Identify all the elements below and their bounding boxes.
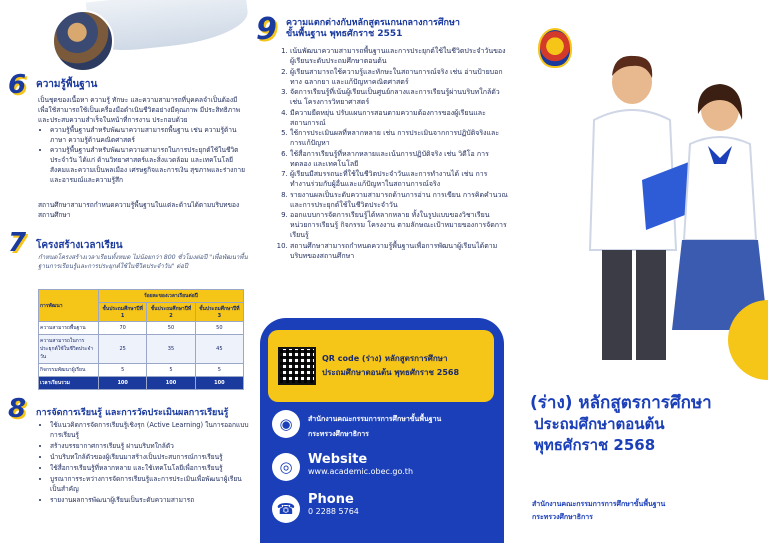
list-item: • ความรู้พื้นฐานสำหรับพัฒนาความสามารถพื้นฐาน เช่น ความรู้ด้านภาษา ความรู้ด้านคณิตศาสตร์ (50, 125, 250, 145)
time-structure-table (38, 289, 244, 390)
section-8-list (50, 420, 250, 505)
panel-middle (256, 0, 512, 543)
list-item: • สร้างบรรยากาศการเรียนรู้ ผ่านบริบทใกล้ตัว (50, 441, 250, 451)
cover-title-line1: (ร่าง) หลักสูตรการศึกษา (530, 393, 712, 413)
cover-title-line2: ประถมศึกษาตอนต้น (534, 415, 665, 433)
website-label: Website (308, 452, 368, 467)
boy-leg-left (602, 250, 632, 360)
cover-title-line3: พุทธศักราช 2568 (534, 436, 656, 454)
section-6-body (38, 95, 250, 185)
obec-logo (538, 28, 572, 68)
section-6-intro: เป็นชุดของเนื้อหา ความรู้ ทักษะ และความสามารถที่บุคคลจำเป็นต้องมี เพื่อใช้สามารถใช้เป็นเครื่องมือดำเนินชีวิตอย่างมีคุณภาพ มีประสิทธิภาพ และประสบความสำเร็จในหน้าที่การงาน ประกอบด้วย (38, 96, 241, 124)
cover-title (530, 392, 760, 456)
list-item: • ใช้สื่อการเรียนรู้ที่หลากหลาย และใช้เทคโนโลยีเพื่อการเรียนรู้ (50, 463, 250, 473)
contact-organization: สำนักงานคณะกรรมการการศึกษาขั้นพื้นฐาน กระทรวงศึกษาธิการ (308, 415, 442, 438)
table-group-header: ร้อยละของเวลาเรียนต่อปี (99, 290, 244, 303)
girl-shirt (684, 137, 756, 240)
section-8-number: 8 (8, 394, 27, 424)
location-pin-icon: ◉ (272, 410, 300, 438)
section-6-number: 6 (8, 70, 27, 100)
section-7-heading: โครงสร้างเวลาเรียน (36, 240, 123, 251)
section-6-list (50, 125, 250, 185)
section-9-heading: ความแตกต่างกับหลักสูตรแกนกลางการศึกษา ขั้นพื้นฐาน พุทธศักราช 2551 (286, 18, 460, 39)
list-item: 3. จัดการเรียนรู้ที่เน้นผู้เรียนเป็นศูนย์กลางและการเรียนรู้ผ่านบริบทใกล้ตัว เช่น โครงการวิทยาศาสตร์ (290, 87, 508, 107)
website-link[interactable]: www.academic.obec.go.th (308, 467, 414, 476)
phone-icon: ☎ (272, 495, 300, 523)
boy-leg-right (636, 250, 666, 360)
section-9-list (278, 46, 508, 261)
section-6-closing: สถานศึกษาสามารถกำหนดความรู้พื้นฐานในแต่ละด้านได้ตามบริบทของสถานศึกษา (38, 201, 240, 219)
table-sub-header: ชั้นประถมศึกษาปีที่ 1 (99, 303, 147, 322)
section-6-heading: ความรู้พื้นฐาน (36, 79, 98, 90)
table-sub-header: ชั้นประถมศึกษาปีที่ 3 (195, 303, 243, 322)
section-9-number: 9 (256, 12, 277, 47)
qr-code-image[interactable] (278, 347, 316, 385)
list-item: 7. ผู้เรียนมีสมรรถนะที่ใช้ในชีวิตประจำวันและการทำงานได้ เช่น การทำงานร่วมกับผู้อื่นและแก้ปัญหาในสถานการณ์จริง (290, 169, 508, 189)
contact-phone (308, 492, 359, 516)
table-row: ความสามารถพื้นฐาน 70 50 50 (39, 322, 244, 335)
phone-label: Phone (308, 492, 354, 507)
list-item: 6. ใช้สื่อการเรียนรู้ที่หลากหลายและเน้นการปฏิบัติจริง เช่น วิดีโอ การทดลอง และเทคโนโลยี (290, 149, 508, 169)
qr-caption: QR code (ร่าง) หลักสูตรการศึกษา ประถมศึกษาตอนต้น พุทธศักราช 2568 (322, 354, 460, 377)
list-item: 8. รายงานผลเป็นระดับความสามารถด้านการอ่าน การเขียน การคิดคำนวณ และการประยุกต์ใช้ในชีวิตประจำวัน (290, 190, 508, 210)
table-total-row: เวลาเรียนรวม 100 100 100 (39, 377, 244, 390)
list-item: 4. มีความยืดหยุ่น ปรับแผนการสอนตามความต้องการของผู้เรียนและสถานการณ์ (290, 108, 508, 128)
cover-organization: สำนักงานคณะกรรมการการศึกษาขั้นพื้นฐาน กระทรวงศึกษาธิการ (532, 500, 666, 521)
section-8-body (38, 420, 250, 506)
section-7-number: 7 (8, 228, 27, 258)
globe-icon: ◎ (272, 453, 300, 481)
list-item: • ความรู้พื้นฐานสำหรับพัฒนาความสามารถในการประยุกต์ใช้ในชีวิตประจำวัน ได้แก่ ด้านวิทยาศาสตร์และสิ่งแวดล้อม และเทคโนโลยี สังคมและความเป็นพลเมือง เศรษฐกิจและการเงิน สุขภาพและร่างกาย และอารมณ์และความรู้สึก (50, 145, 250, 185)
student-photo (52, 10, 114, 72)
list-item: • รายงานผลการพัฒนาผู้เรียนเป็นระดับความสามารถ (50, 495, 250, 505)
table-row: ความสามารถในการประยุกต์ใช้ในชีวิตประจำวัน 25 35 45 (39, 335, 244, 364)
list-item: 2. ผู้เรียนสามารถใช้ความรู้และทักษะในสถานการณ์จริง เช่น อ่านป้ายบอกทาง ฉลากยา และแก้ปัญหาคณิตศาสตร์ (290, 67, 508, 87)
section-8-heading: การจัดการเรียนรู้ และการวัดประเมินผลการเรียนรู้ (36, 408, 229, 418)
list-item: 1. เน้นพัฒนาความสามารถพื้นฐานและการประยุกต์ใช้ในชีวิตประจำวันของผู้เรียนระดับประถมศึกษาตอนต้น (290, 46, 508, 66)
phone-number[interactable]: 0 2288 5764 (308, 507, 359, 516)
list-item: 10. สถานศึกษาสามารถกำหนดความรู้พื้นฐานเพื่อการพัฒนาผู้เรียนได้ตามบริบทของสถานศึกษา (290, 241, 508, 261)
table-sub-header: ชั้นประถมศึกษาปีที่ 2 (147, 303, 195, 322)
list-item: 5. ใช้การประเมินผลที่หลากหลาย เช่น การประเมินจากการปฏิบัติจริงและการแก้ปัญหา (290, 128, 508, 148)
table-row: กิจกรรมพัฒนาผู้เรียน 5 5 5 (39, 364, 244, 377)
contact-website (308, 452, 413, 476)
table-col-label: การพัฒนา (39, 290, 99, 322)
section-7-note: กำหนดโครงสร้างเวลาเรียนทั้งหมด ไม่น้อยกว่า 800 ชั่วโมงต่อปี "เพื่อพัฒนาพื้นฐานการเรียนรู้และการประยุกต์ใช้ในชีวิตประจำวัน" ต่อปี (38, 254, 248, 270)
list-item: • ใช้แนวคิดการจัดการเรียนรู้เชิงรุก (Active Learning) ในการออกแบบการเรียนรู้ (50, 420, 250, 440)
list-item: • บูรณาการระหว่างการจัดการเรียนรู้และการประเมินเพื่อพัฒนาผู้เรียนเป็นสำคัญ (50, 474, 250, 494)
list-item: • นำบริบทใกล้ตัวของผู้เรียนมาสร้างเป็นประสบการณ์การเรียนรู้ (50, 452, 250, 462)
list-item: 9. ออกแบบการจัดการเรียนรู้ได้หลากหลาย ทั้งในรูปแบบของวิชาเรียน หน่วยการเรียนรู้ กิจกรรม โครงงาน ตามลักษณะเป้าหมายของการจัดการเรียนรู้ (290, 210, 508, 240)
